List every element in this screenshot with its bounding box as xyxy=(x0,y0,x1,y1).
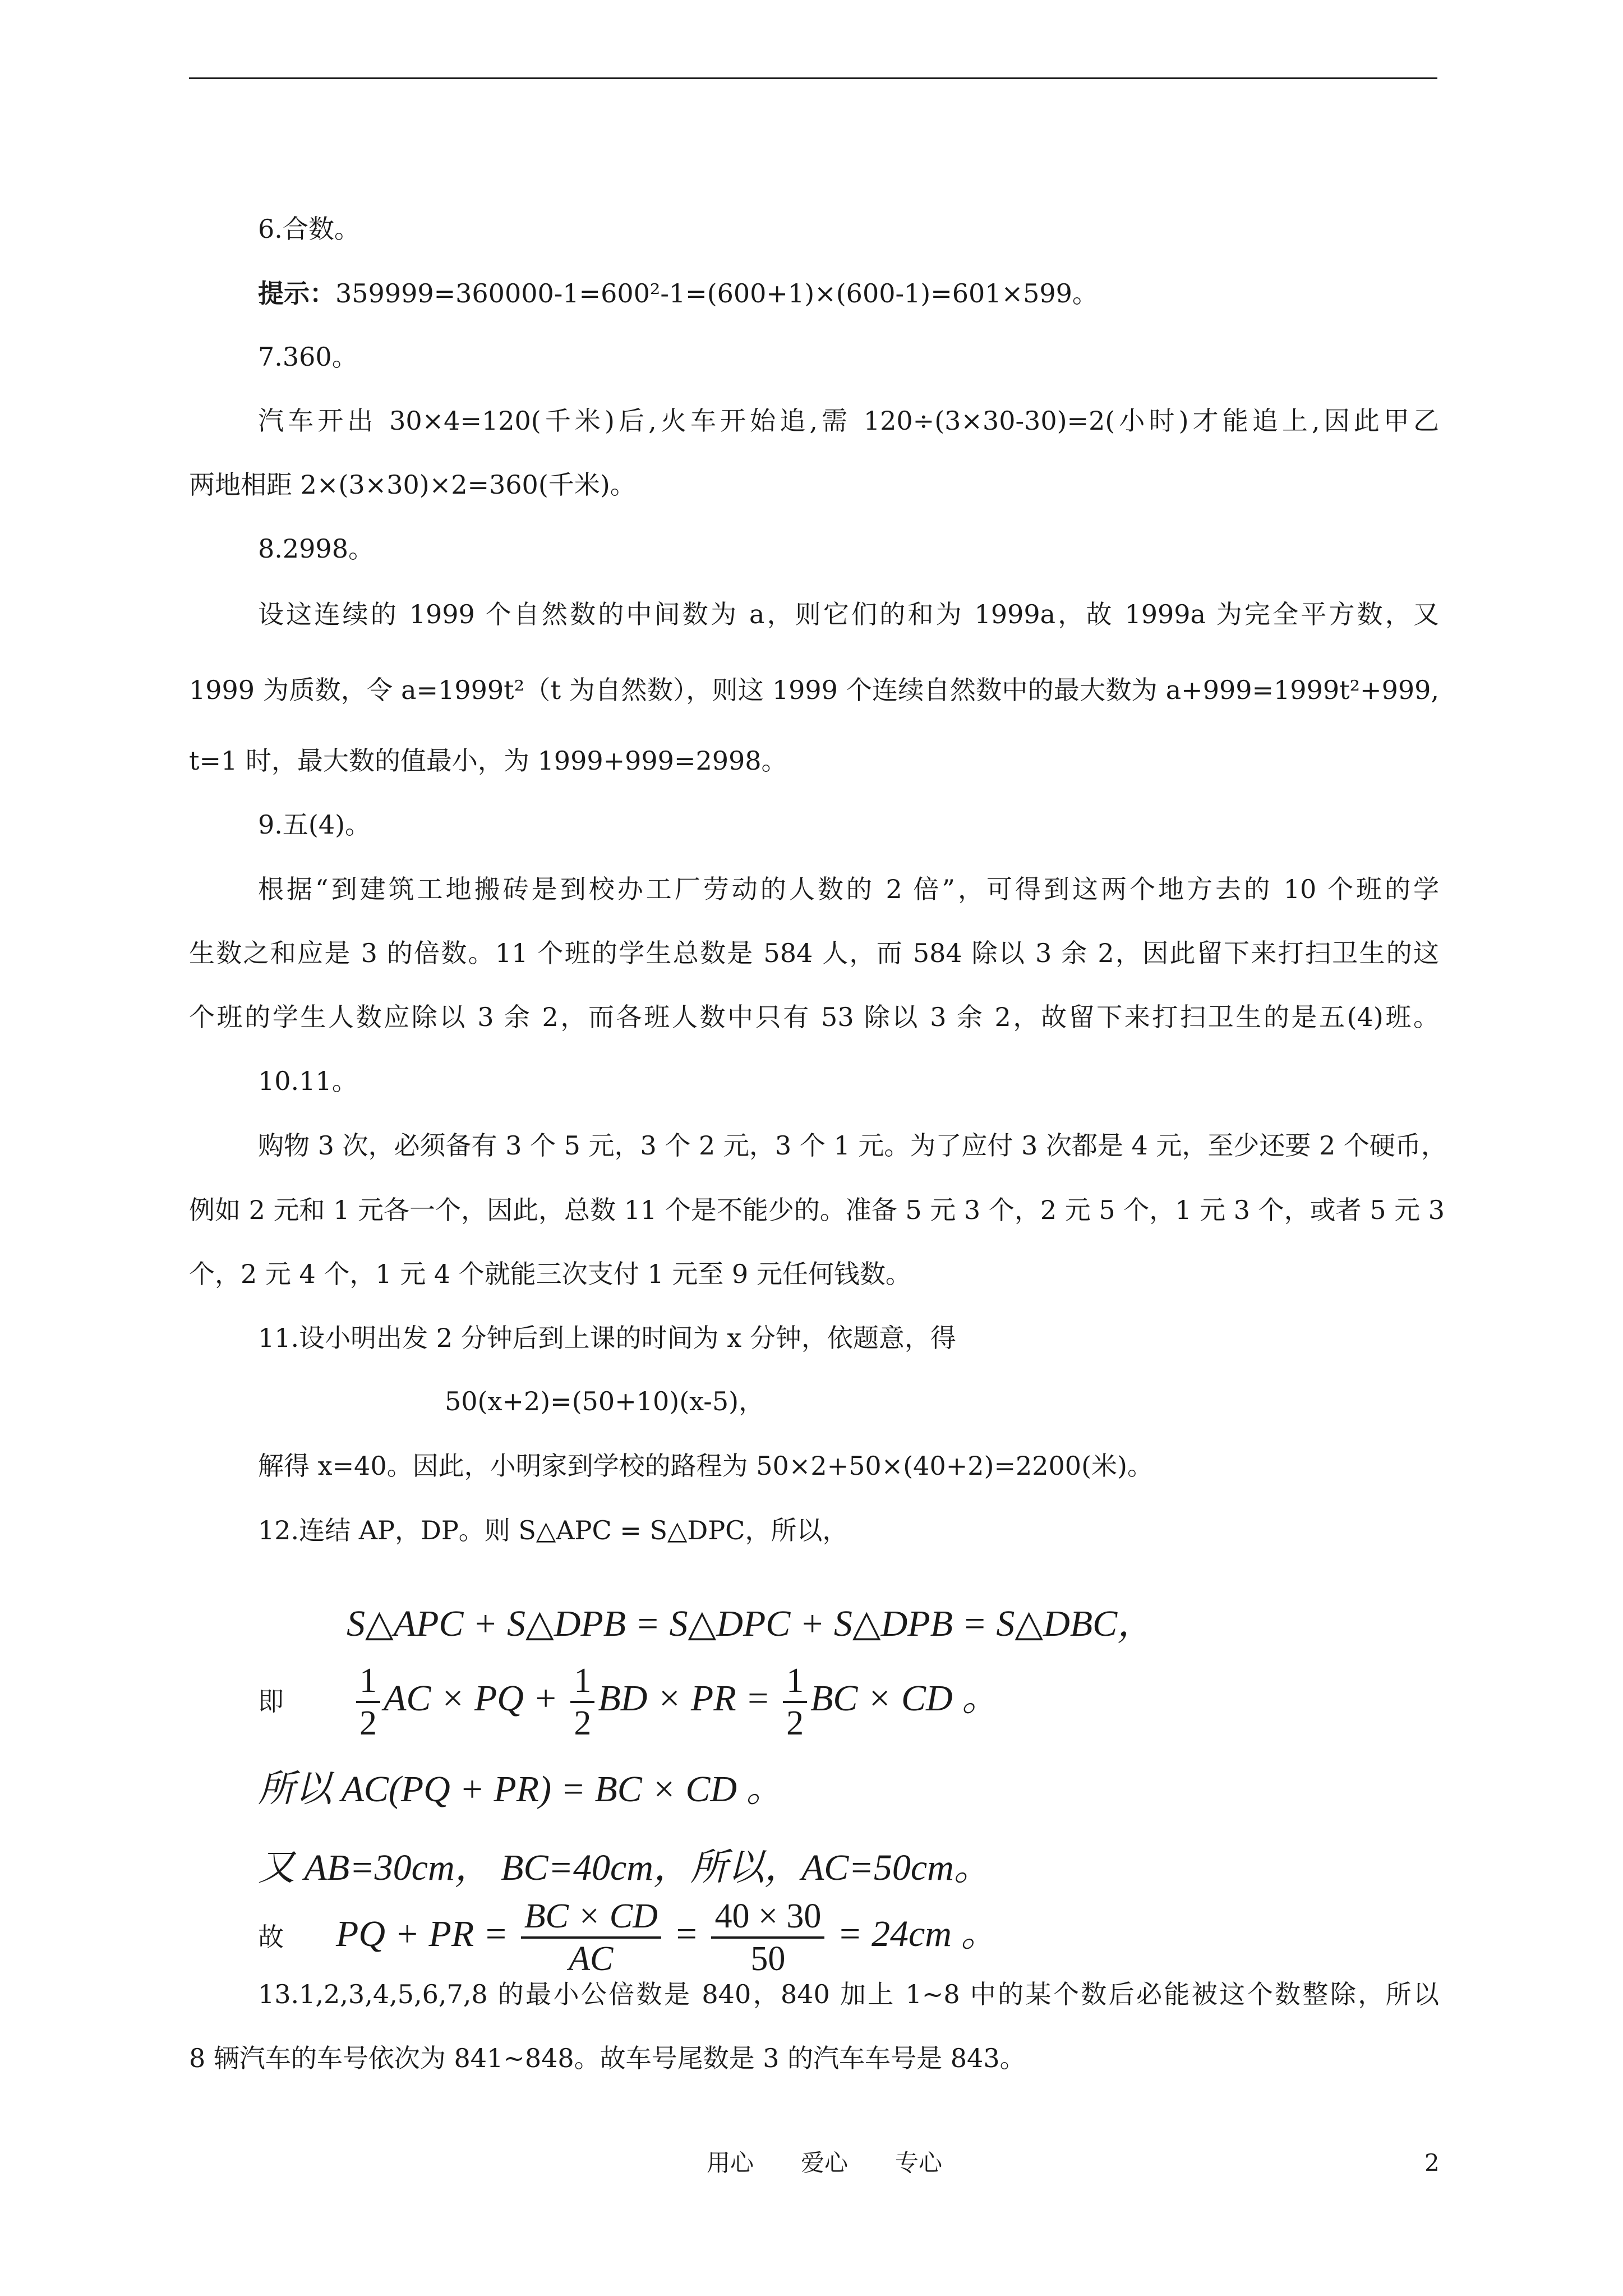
solution-11-line-1: 11.设小明出发 2 分钟后到上课的时间为 x 分钟，依题意，得 xyxy=(258,1323,956,1353)
fraction-half-3: $\frac{1}{2}$ xyxy=(783,1660,807,1743)
fraction-40-30-50: $\frac{40 \times 30}{50}$ xyxy=(711,1896,824,1979)
solution-9-line-2: 生数之和应是 3 的倍数。11 个班的学生总数是 584 人，而 584 除以 3 余 2，因此留下来打扫卫生的这 xyxy=(189,938,1439,968)
solution-7-line-1: 汽车开出 30×4=120(千米)后,火车开始追,需 120÷(3×30-30)=2(小时)才能追上,因此甲乙 xyxy=(258,406,1439,436)
solution-8-line-1: 设这连续的 1999 个自然数的中间数为 a，则它们的和为 1999a，故 1999a 为完全平方数，又 xyxy=(258,599,1439,629)
answer-9: 9.五(4)。 xyxy=(258,809,371,840)
given-lengths: 又 AB=30cm， BC=40cm，所以，AC=50cm。 xyxy=(258,1847,991,1888)
footer-motto: 用心 爱心 专心 xyxy=(707,2149,943,2177)
fraction-bc-cd-ac: $\frac{BC \times CD}{AC}$ xyxy=(521,1896,661,1979)
equation-12-fraction: 即 $\frac{1}{2}$ AC × PQ + $\frac{1}{2}$ BD × PR = $\frac{1}{2}$ BC × CD 。 xyxy=(258,1662,999,1742)
solution-10-line-2: 例如 2 元和 1 元各一个，因此，总数 11 个是不能少的。准备 5 元 3 个，2 元 5 个，1 元 3 个，或者 5 元 3 xyxy=(189,1195,1445,1225)
prefix-gu: 故 xyxy=(258,1923,284,1952)
solution-13-line-2: 8 辆汽车的车号依次为 841~848。故车号尾数是 3 的汽车车号是 843。 xyxy=(189,2043,1026,2073)
solution-12-line-1: 12.连结 AP，DP。则 S△APC = S△DPC，所以， xyxy=(258,1515,849,1545)
solution-8-line-3: t=1 时，最大数的值最小，为 1999+999=2998。 xyxy=(189,746,787,776)
equation-12-product: 所以 AC(PQ + PR) = BC × CD 。 xyxy=(258,1769,783,1810)
equation-12-area-sum: S△APC + S△DPB = S△DPC + S△DPB = S△DBC， xyxy=(347,1603,1155,1644)
fraction-half-1: $\frac{1}{2}$ xyxy=(356,1660,380,1743)
solution-9-line-1: 根据“到建筑工地搬砖是到校办工厂劳动的人数的 2 倍”，可得到这两个地方去的 10 个班的学 xyxy=(258,874,1439,904)
hint-body: 359999=360000-1=600²-1=(600+1)×(600-1)=601×599。 xyxy=(335,278,1098,309)
answer-7: 7.360。 xyxy=(258,342,358,372)
header-rule xyxy=(189,77,1437,79)
answer-6: 6.合数。 xyxy=(258,214,360,244)
solution-8-line-2: 1999 为质数，令 a=1999t²（t 为自然数），则这 1999 个连续自然数中的最大数为 a+999=1999t²+999, xyxy=(189,675,1439,705)
solution-13-line-1: 13.1,2,3,4,5,6,7,8 的最小公倍数是 840，840 加上 1~8 中的某个数后必能被这个数整除，所以 xyxy=(258,1979,1439,2009)
equation-12-result: 故 PQ + PR = $\frac{BC \times CD}{AC}$ = $\frac{40 \times 30}{50}$ = 24cm 。 xyxy=(258,1897,998,1978)
solution-7-line-2: 两地相距 2×(3×30)×2=360(千米)。 xyxy=(189,470,636,500)
equation-11: 50(x+2)=(50+10)(x-5)， xyxy=(445,1386,765,1416)
solution-10-line-3: 个，2 元 4 个，1 元 4 个就能三次支付 1 元至 9 元任何钱数。 xyxy=(189,1259,911,1289)
prefix-ji: 即 xyxy=(258,1687,284,1717)
solution-10-line-1: 购物 3 次，必须备有 3 个 5 元，3 个 2 元，3 个 1 元。为了应付 3 次都是 4 元，至少还要 2 个硬币， xyxy=(258,1130,1447,1161)
answer-8: 8.2998。 xyxy=(258,533,374,564)
solution-9-line-3: 个班的学生人数应除以 3 余 2，而各班人数中只有 53 除以 3 余 2，故留下来打扫卫生的是五(4)班。 xyxy=(189,1002,1439,1032)
hint-6 xyxy=(258,277,1098,310)
page-number: 2 xyxy=(1424,2149,1440,2177)
fraction-half-2: $\frac{1}{2}$ xyxy=(570,1660,594,1743)
solution-11-result: 解得 x=40。因此，小明家到学校的路程为 50×2+50×(40+2)=2200(米)。 xyxy=(258,1451,1153,1481)
answer-10: 10.11。 xyxy=(258,1066,358,1096)
hint-label: 提示： xyxy=(258,278,335,309)
